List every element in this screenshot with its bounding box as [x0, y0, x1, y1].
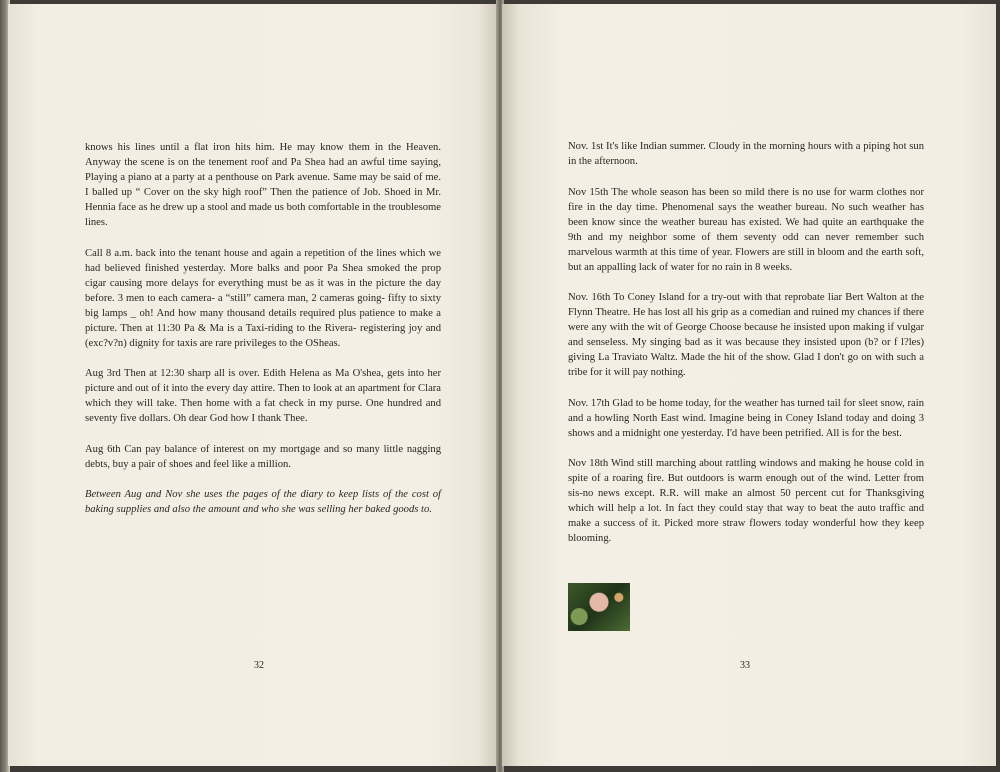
paragraph: Aug 3rd Then at 12:30 sharp all is over. Edith Helena as Ma O'shea, gets into her picture and out of it into the every day attire. Then to look at an apartment for Clara which they will take. Then home with a fat check in my purse. One hundred and seventy five dollars. Oh dear God how I thank Thee. — [85, 368, 441, 424]
left-page-text — [85, 140, 441, 533]
editorial-note: Between Aug and Nov she uses the pages of the diary to keep lists of the cost of baking supplies and also the amount and who she was selling her baked goods to. — [85, 489, 441, 515]
page-number: 32 — [254, 660, 264, 671]
paragraph: Nov. 1st It's like Indian summer. Cloudy in the morning hours with a piping hot sun in the afternoon. — [568, 141, 924, 167]
left-page — [8, 4, 498, 766]
paragraph: Aug 6th Can pay balance of interest on my mortgage and so many little nagging debts, buy a pair of shoes and feel like a million. — [85, 443, 441, 470]
right-page — [502, 4, 996, 766]
paragraph: Nov 15th The whole season has been so mild there is no use for warm clothes nor fire in the day time. Phenomenal says the weather bureau. No such weather has been know since the weather bureau has existed. We had quite an earthquake the 9th and my neighbor some of them seventy odd can never remember such marvelous warmth at this time of year. Flowers are still in bloom and the earth soft, but an appalling lack of water for no rain in 8 weeks. — [568, 186, 924, 273]
paragraph: Nov. 17th Glad to be home today, for the weather has turned tail for sleet snow, rain and a howling North East wind. Imagine being in Coney Island today and doing 3 shows and a midnight one yesterday. I'd have been petrified. All is for the best. — [568, 397, 924, 439]
paragraph: Nov. 16th To Coney Island for a try-out with that reprobate liar Bert Walton at the Flynn Theatre. He has lost all his grip as a comedian and ruined my chances if there were any with the wit of George Choose because he insisted upon making if vulgar and senseless. My singing bad as it was because they insisted upon (b? or f l?les) giving La Traviato Waltz. Made the hit of the show. Glad I don't go on with such a tribe for it will pay nothing. — [568, 292, 924, 378]
page-number: 33 — [740, 660, 750, 671]
flower-photo — [568, 583, 630, 631]
paragraph: knows his lines until a flat iron hits him. He may know them in the Heaven. Anyway the scene is on the tenement roof and Pa Shea had an awful time saying, Playing a piano at a party at a penthouse on Park avenue. Same may be said of me. I balled up “ Cover on the sky high roof” Then the patience of Job. Shoed in Mr. Hennia face as he drew up a stool and made us both comfortable in the troublesome lines. — [85, 142, 441, 228]
right-page-text — [568, 139, 924, 562]
paragraph: Nov 18th Wind still marching about rattling windows and making he house cold in spite of a roaring fire. But outdoors is warm enough out of the wind. Letter from sis-no news except. R.R. will make an almost 50 percent cut for Thanksgiving which will help a lot. In fact they could stay that way to beat the auto traffic and make a success of it. Picked more straw flowers today wonderful how they keep blooming. — [568, 458, 924, 544]
paragraph: Call 8 a.m. back into the tenant house and again a repetition of the lines which we had believed finished yesterday. More balks and poor Pa Shea smoked the prop cigar causing more delays for everything must be as it was in the picture the day before. 3 men to each camera- a “still” camera man, 2 cameras going- fifty to sixty big lamps _ oh! And how many thousand details required plus patience to make a picture. Then at 11:30 Pa & Ma is a Taxi-riding to the Rivera- registering joy and (exc?v?n) dignity for taxis are rare privileges to the OSheas. — [85, 247, 441, 349]
